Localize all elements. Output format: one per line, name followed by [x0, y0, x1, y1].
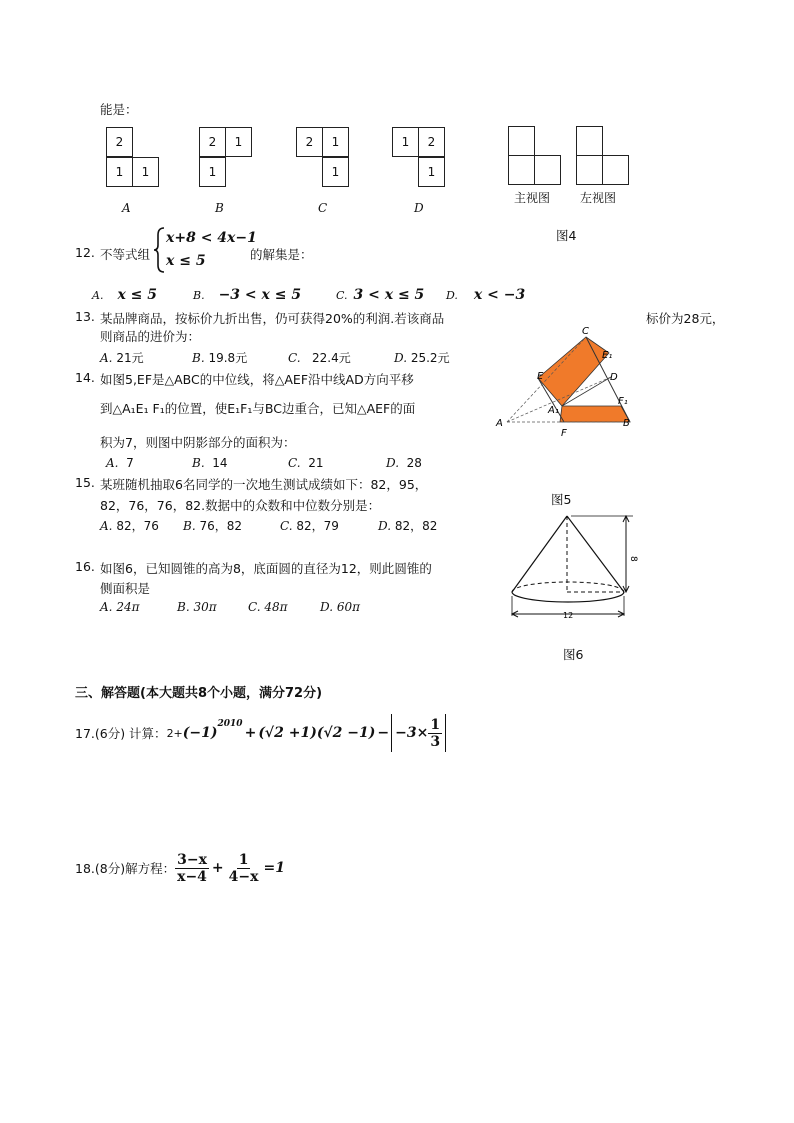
q11-c-cell-top-right: 1 [322, 127, 349, 157]
cone-right-edge [567, 516, 624, 592]
q16-number: 16. [75, 559, 95, 574]
q17-prefix: 17.(6分) 计算： [75, 726, 167, 741]
q14-text-3: 积为7，则图中阴影部分的面积为： [100, 435, 296, 450]
question-18 [75, 848, 285, 888]
q12-number: 12. [75, 245, 95, 260]
q17-abs-inner: −3× [395, 725, 429, 741]
q11-d-label: D [414, 201, 424, 215]
left-view-cell [576, 126, 603, 156]
q11-b-cell-bottom: 1 [199, 157, 226, 187]
q13-option-a[interactable]: A. 21元 [100, 351, 144, 365]
fig5-label-c: C [582, 326, 589, 337]
fig4-caption: 图4 [556, 228, 577, 243]
q11-c-label: C [318, 201, 328, 215]
left-view-cell [602, 155, 629, 185]
q14-option-d[interactable]: D. 28 [386, 456, 422, 470]
q11-a-cell-bottom-right: 1 [132, 157, 159, 187]
q17-two-plus: 2+ [166, 726, 183, 740]
q18-equals-one: =1 [263, 860, 285, 876]
left-view-label: 左视图 [580, 191, 617, 205]
q14-text-2: 到△A₁E₁ F₁的位置，使E₁F₁与BC边重合，已知△AEF的面 [100, 401, 416, 416]
q17-neg-one: (−1) [182, 725, 218, 741]
q13-text-1: 某品牌商品，按标价九折出售，仍可获得20%的利润.若该商品 [100, 311, 445, 326]
q17-frac-numerator: 1 [430, 716, 441, 733]
q16-option-c[interactable]: C. 48π [248, 600, 288, 614]
figure-5 [490, 322, 650, 442]
q15-text-2: 82，76，76，82.数据中的众数和中位数分别是： [100, 498, 381, 513]
q13-number: 13. [75, 309, 95, 324]
q11-a-cell-top: 2 [106, 127, 133, 157]
q18-fraction-2 [227, 852, 261, 885]
q17-minus: − [377, 725, 390, 741]
fig5-label-b: B [623, 418, 630, 429]
q11-b-label: B [215, 201, 224, 215]
q11-tail: 能是： [100, 102, 138, 117]
diameter-label: 12 [563, 611, 574, 620]
q11-a-label: A [122, 201, 131, 215]
q18-fraction-1 [175, 852, 209, 885]
q14-option-a[interactable]: A. 7 [106, 456, 134, 470]
q18-f1-numerator: 3−x [177, 851, 207, 868]
q16-option-a[interactable]: A. 24π [100, 600, 140, 614]
q18-plus: + [211, 860, 224, 876]
q13-option-c[interactable]: C. 22.4元 [288, 351, 351, 365]
fig5-label-f: F [561, 428, 567, 439]
q14-option-c[interactable]: C. 21 [288, 456, 324, 470]
q18-prefix: 18.(8分)解方程： [75, 861, 176, 876]
fig5-caption: 图5 [551, 492, 572, 507]
q14-text-1: 如图5,EF是△ABC的中位线，将△AEF沿中线AD方向平移 [100, 372, 414, 387]
q17-root-factor-2: (√2 −1) [316, 725, 376, 741]
q17-plus: + [244, 725, 257, 741]
q15-option-d[interactable]: D. 82，82 [378, 519, 438, 533]
cone-base-back [512, 582, 624, 592]
cone-left-edge [512, 516, 567, 592]
q16-text-2: 侧面积是 [100, 581, 151, 596]
q11-d-cell-top-left: 1 [392, 127, 419, 157]
q12-option-a[interactable]: A. x ≤ 5 [92, 287, 158, 303]
q16-option-d[interactable]: D. 60π [320, 600, 360, 614]
height-label: 8 [628, 556, 638, 562]
q12-option-d[interactable]: D. x < −3 [446, 287, 526, 303]
fig5-label-d: D [610, 372, 618, 383]
q13-option-d[interactable]: D. 25.2元 [394, 351, 450, 365]
front-view-label: 主视图 [514, 191, 551, 205]
fig5-label-e1: E₁ [602, 350, 613, 361]
q18-f1-denominator: x−4 [177, 868, 207, 885]
q11-c-cell-top-left: 2 [296, 127, 323, 157]
fig5-label-a: A [496, 418, 503, 429]
q11-c-cell-bottom: 1 [322, 157, 349, 187]
q11-d-cell-top-right: 2 [418, 127, 445, 157]
q15-option-c[interactable]: C. 82，79 [280, 519, 339, 533]
left-view-cell [576, 155, 603, 185]
q15-number: 15. [75, 475, 95, 490]
section-3-heading: 三、解答题(本大题共8个小题，满分72分) [75, 686, 323, 701]
q13-text-2: 则商品的进价为： [100, 329, 201, 344]
q14-option-b[interactable]: B. 14 [192, 456, 228, 470]
fig5-label-e: E [537, 371, 544, 382]
front-view-cell [508, 126, 535, 156]
q18-f2-denominator: 4−x [228, 868, 259, 885]
q16-text-1: 如图6，已知圆锥的高为8，底面圆的直径为12，则此圆锥的 [100, 561, 432, 576]
q14-number: 14. [75, 370, 95, 385]
fig5-shaded-lower [560, 406, 630, 422]
q15-text-1: 某班随机抽取6名同学的一次地生测试成绩如下：82，95， [100, 477, 428, 492]
cone-base-front [512, 592, 624, 602]
q11-d-cell-bottom: 1 [418, 157, 445, 187]
q15-option-a[interactable]: A. 82，76 [100, 519, 159, 533]
q17-root-factor-1: (√2 +1) [258, 725, 317, 741]
figure-6-cone [505, 512, 645, 624]
q18-f2-numerator: 1 [238, 851, 249, 868]
front-view-cell [534, 155, 561, 185]
q17-frac-denominator: 3 [430, 733, 441, 750]
q12-prefix: 不等式组 [100, 247, 151, 262]
question-17 [75, 713, 446, 753]
q17-absolute-value [391, 714, 446, 752]
q11-a-cell-bottom-left: 1 [106, 157, 133, 187]
q12-inequality-2: x ≤ 5 [166, 253, 206, 269]
front-view-cell [508, 155, 535, 185]
fig5-label-a1: A₁ [548, 405, 559, 416]
q12-option-c[interactable]: C. 3 < x ≤ 5 [336, 287, 425, 303]
q12-inequality-1: x+8 < 4x−1 [166, 230, 257, 246]
q12-system-brace [152, 227, 166, 273]
fig5-label-f1: F₁ [618, 396, 628, 407]
q13-text-1b: 标价为28元， [646, 311, 725, 326]
q15-option-b[interactable]: B. 76，82 [183, 519, 243, 533]
q12-suffix: 的解集是： [250, 247, 313, 262]
fig6-caption: 图6 [563, 647, 584, 662]
q16-option-b[interactable]: B. 30π [177, 600, 217, 614]
q17-exponent: 2010 [217, 719, 243, 729]
q17-fraction [428, 717, 442, 750]
q11-b-cell-top-left: 2 [199, 127, 226, 157]
q12-option-b[interactable]: B. −3 < x ≤ 5 [193, 287, 302, 303]
q13-option-b[interactable]: B. 19.8元 [192, 351, 248, 365]
q11-b-cell-top-right: 1 [225, 127, 252, 157]
